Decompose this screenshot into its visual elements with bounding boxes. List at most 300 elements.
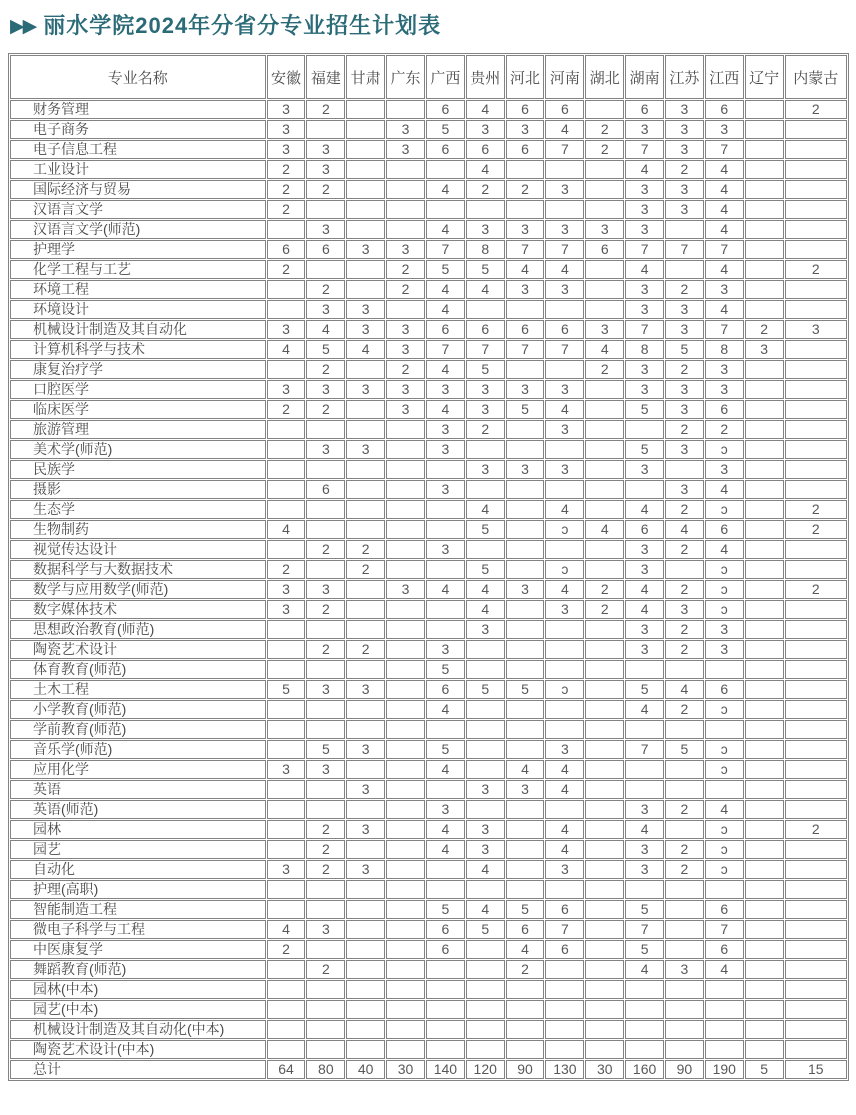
plan-value-cell	[426, 600, 465, 619]
plan-value-cell	[267, 660, 306, 679]
plan-value-cell	[745, 940, 784, 959]
plan-value-cell: 3	[346, 300, 385, 319]
plan-value-cell	[545, 980, 584, 999]
plan-value-cell	[466, 660, 505, 679]
plan-value-cell: 3	[705, 620, 744, 639]
plan-value-cell	[785, 420, 847, 439]
plan-value-cell: 3	[466, 620, 505, 639]
plan-value-cell: 2	[306, 400, 345, 419]
plan-value-cell: 3	[426, 480, 465, 499]
province-column-header: 安徽	[267, 55, 306, 99]
major-row	[10, 900, 847, 919]
plan-value-cell	[785, 1040, 847, 1059]
major-row	[10, 980, 847, 999]
plan-value-cell	[267, 500, 306, 519]
plan-value-cell	[466, 200, 505, 219]
plan-value-cell: 6	[506, 100, 545, 119]
plan-value-cell: 4	[705, 260, 744, 279]
plan-value-cell: 3	[267, 320, 306, 339]
plan-value-cell	[585, 940, 624, 959]
plan-value-cell	[267, 640, 306, 659]
plan-value-cell: ɔ	[705, 560, 744, 579]
plan-value-cell	[625, 1000, 664, 1019]
plan-value-cell	[386, 200, 425, 219]
plan-value-cell	[426, 1020, 465, 1039]
plan-value-cell	[745, 540, 784, 559]
plan-value-cell: 90	[665, 1060, 704, 1079]
plan-value-cell	[346, 160, 385, 179]
plan-value-cell: 3	[386, 400, 425, 419]
plan-value-cell: 3	[306, 160, 345, 179]
major-row	[10, 120, 847, 139]
plan-value-cell	[386, 840, 425, 859]
plan-value-cell: 4	[466, 280, 505, 299]
plan-value-cell	[306, 260, 345, 279]
plan-value-cell: 3	[466, 220, 505, 239]
plan-value-cell: 30	[386, 1060, 425, 1079]
plan-value-cell	[466, 440, 505, 459]
plan-value-cell	[745, 920, 784, 939]
plan-value-cell	[745, 860, 784, 879]
plan-value-cell	[306, 420, 345, 439]
plan-value-cell	[745, 480, 784, 499]
plan-value-cell	[466, 980, 505, 999]
major-name-cell: 数据科学与大数据技术	[10, 560, 266, 579]
plan-value-cell	[267, 300, 306, 319]
plan-value-cell	[386, 440, 425, 459]
plan-value-cell	[785, 440, 847, 459]
plan-value-cell: 5	[466, 560, 505, 579]
plan-value-cell: 3	[346, 820, 385, 839]
plan-value-cell: 3	[625, 360, 664, 379]
plan-value-cell: 3	[545, 860, 584, 879]
plan-value-cell: ɔ	[705, 740, 744, 759]
plan-value-cell	[785, 360, 847, 379]
plan-value-cell: 5	[625, 900, 664, 919]
plan-value-cell	[585, 400, 624, 419]
plan-value-cell	[386, 780, 425, 799]
plan-value-cell: 2	[785, 820, 847, 839]
plan-value-cell	[346, 940, 385, 959]
plan-value-cell: 3	[306, 580, 345, 599]
plan-value-cell: 4	[705, 540, 744, 559]
plan-value-cell: 3	[506, 580, 545, 599]
plan-value-cell	[785, 340, 847, 359]
plan-value-cell	[585, 440, 624, 459]
plan-value-cell	[306, 880, 345, 899]
plan-value-cell	[267, 900, 306, 919]
plan-value-cell	[745, 120, 784, 139]
plan-value-cell: 3	[665, 120, 704, 139]
plan-value-cell: 4	[466, 500, 505, 519]
plan-value-cell: 4	[625, 260, 664, 279]
major-row	[10, 560, 847, 579]
plan-value-cell: 5	[466, 260, 505, 279]
plan-value-cell: 3	[306, 760, 345, 779]
plan-value-cell	[346, 840, 385, 859]
plan-value-cell: 3	[466, 840, 505, 859]
plan-value-cell: 5	[665, 740, 704, 759]
plan-value-cell	[745, 520, 784, 539]
plan-value-cell	[506, 200, 545, 219]
plan-value-cell	[386, 520, 425, 539]
plan-value-cell	[426, 460, 465, 479]
plan-value-cell	[545, 620, 584, 639]
major-name-cell: 数学与应用数学(师范)	[10, 580, 266, 599]
plan-value-cell	[745, 1020, 784, 1039]
plan-value-cell	[625, 1040, 664, 1059]
plan-value-cell: 4	[545, 780, 584, 799]
plan-value-cell	[346, 960, 385, 979]
plan-value-cell	[785, 600, 847, 619]
plan-value-cell	[585, 780, 624, 799]
plan-value-cell: 3	[506, 120, 545, 139]
plan-value-cell	[306, 500, 345, 519]
plan-value-cell: 3	[545, 460, 584, 479]
plan-value-cell	[506, 640, 545, 659]
plan-value-cell	[466, 1020, 505, 1039]
plan-value-cell: 2	[665, 280, 704, 299]
plan-value-cell: 4	[545, 840, 584, 859]
province-column-header: 内蒙古	[785, 55, 847, 99]
plan-value-cell: 5	[665, 340, 704, 359]
plan-value-cell	[585, 820, 624, 839]
major-name-cell: 工业设计	[10, 160, 266, 179]
plan-value-cell	[267, 620, 306, 639]
plan-value-cell	[745, 880, 784, 899]
plan-value-cell: 5	[426, 120, 465, 139]
plan-value-cell	[267, 800, 306, 819]
plan-value-cell: 2	[306, 100, 345, 119]
plan-value-cell: 64	[267, 1060, 306, 1079]
plan-value-cell	[745, 400, 784, 419]
plan-value-cell	[745, 220, 784, 239]
plan-value-cell: 3	[306, 140, 345, 159]
plan-value-cell: 4	[705, 160, 744, 179]
major-name-cell: 摄影	[10, 480, 266, 499]
plan-value-cell: 40	[346, 1060, 385, 1079]
plan-value-cell	[665, 1020, 704, 1039]
plan-value-cell: 3	[665, 440, 704, 459]
plan-value-cell: 3	[506, 780, 545, 799]
plan-value-cell	[625, 980, 664, 999]
plan-value-cell: 2	[785, 500, 847, 519]
plan-value-cell: 3	[665, 380, 704, 399]
plan-value-cell: 3	[267, 140, 306, 159]
plan-value-cell	[585, 980, 624, 999]
plan-value-cell	[386, 820, 425, 839]
plan-value-cell	[426, 720, 465, 739]
plan-value-cell	[745, 620, 784, 639]
plan-value-cell	[426, 980, 465, 999]
plan-value-cell	[506, 1040, 545, 1059]
province-column-header: 江苏	[665, 55, 704, 99]
plan-value-cell: 3	[386, 120, 425, 139]
plan-value-cell	[426, 560, 465, 579]
header-row	[10, 55, 847, 99]
plan-value-cell: 3	[386, 320, 425, 339]
plan-value-cell	[506, 720, 545, 739]
major-name-cell: 自动化	[10, 860, 266, 879]
plan-value-cell: 6	[426, 140, 465, 159]
plan-value-cell	[386, 800, 425, 819]
plan-value-cell	[745, 660, 784, 679]
page-title-text: 丽水学院2024年分省分专业招生计划表	[43, 13, 442, 38]
plan-value-cell: 4	[625, 500, 664, 519]
plan-value-cell: 5	[466, 680, 505, 699]
plan-value-cell	[585, 920, 624, 939]
plan-value-cell: 4	[545, 120, 584, 139]
plan-value-cell	[267, 780, 306, 799]
plan-value-cell	[745, 720, 784, 739]
plan-value-cell: 3	[625, 540, 664, 559]
plan-value-cell	[785, 880, 847, 899]
major-row	[10, 500, 847, 519]
major-name-cell: 生态学	[10, 500, 266, 519]
plan-value-cell: 6	[267, 240, 306, 259]
page-title	[10, 9, 856, 40]
plan-value-cell	[267, 420, 306, 439]
major-row	[10, 200, 847, 219]
major-name-cell: 电子信息工程	[10, 140, 266, 159]
plan-value-cell: 4	[705, 800, 744, 819]
plan-value-cell: 3	[346, 440, 385, 459]
plan-value-cell	[506, 480, 545, 499]
plan-value-cell	[585, 760, 624, 779]
plan-value-cell: 2	[267, 260, 306, 279]
plan-value-cell: 4	[625, 600, 664, 619]
plan-value-cell	[506, 700, 545, 719]
plan-value-cell: 6	[426, 920, 465, 939]
plan-value-cell: 2	[386, 260, 425, 279]
plan-value-cell	[426, 520, 465, 539]
major-row	[10, 180, 847, 199]
plan-value-cell: 2	[346, 540, 385, 559]
major-row	[10, 220, 847, 239]
plan-value-cell	[745, 440, 784, 459]
plan-value-cell: 3	[585, 320, 624, 339]
plan-value-cell	[745, 700, 784, 719]
plan-value-cell: 4	[506, 260, 545, 279]
major-row	[10, 700, 847, 719]
plan-value-cell: 2	[785, 260, 847, 279]
plan-value-cell	[306, 1040, 345, 1059]
plan-value-cell	[426, 160, 465, 179]
plan-value-cell	[585, 720, 624, 739]
plan-value-cell	[426, 1040, 465, 1059]
plan-value-cell	[545, 360, 584, 379]
major-row	[10, 820, 847, 839]
plan-value-cell	[585, 740, 624, 759]
plan-value-cell: 2	[585, 140, 624, 159]
plan-value-cell	[306, 660, 345, 679]
plan-value-cell	[585, 160, 624, 179]
plan-value-cell: 3	[386, 380, 425, 399]
plan-value-cell	[785, 660, 847, 679]
plan-value-cell	[665, 460, 704, 479]
major-row	[10, 960, 847, 979]
major-row	[10, 360, 847, 379]
plan-value-cell: 2	[785, 100, 847, 119]
plan-value-cell: 3	[665, 320, 704, 339]
plan-value-cell	[785, 760, 847, 779]
plan-value-cell	[346, 180, 385, 199]
plan-value-cell	[665, 940, 704, 959]
plan-value-cell	[785, 740, 847, 759]
plan-value-cell	[785, 220, 847, 239]
plan-value-cell: 2	[267, 180, 306, 199]
plan-value-cell: 5	[745, 1060, 784, 1079]
plan-value-cell: 3	[665, 140, 704, 159]
plan-value-cell	[785, 940, 847, 959]
plan-value-cell: 3	[306, 380, 345, 399]
plan-value-cell	[466, 760, 505, 779]
plan-value-cell: 2	[267, 400, 306, 419]
plan-value-cell: 4	[705, 200, 744, 219]
plan-value-cell: 3	[545, 380, 584, 399]
plan-value-cell	[267, 1000, 306, 1019]
plan-value-cell: 3	[267, 860, 306, 879]
plan-value-cell: 3	[705, 380, 744, 399]
plan-value-cell: 7	[506, 340, 545, 359]
title-arrows-icon: ▶▶	[10, 16, 36, 37]
plan-value-cell	[386, 300, 425, 319]
plan-value-cell	[346, 500, 385, 519]
plan-value-cell	[545, 540, 584, 559]
plan-value-cell	[585, 840, 624, 859]
plan-value-cell: 4	[426, 360, 465, 379]
major-row	[10, 460, 847, 479]
plan-value-cell	[346, 460, 385, 479]
plan-value-cell: 4	[545, 400, 584, 419]
plan-value-cell	[625, 780, 664, 799]
plan-value-cell	[545, 300, 584, 319]
plan-value-cell	[267, 280, 306, 299]
plan-value-cell: 2	[346, 640, 385, 659]
major-name-cell: 思想政治教育(师范)	[10, 620, 266, 639]
plan-value-cell	[785, 400, 847, 419]
plan-value-cell	[426, 880, 465, 899]
plan-value-cell	[386, 160, 425, 179]
plan-value-cell	[705, 1020, 744, 1039]
plan-value-cell	[545, 720, 584, 739]
plan-value-cell: 3	[386, 340, 425, 359]
plan-value-cell: 3	[386, 140, 425, 159]
plan-value-cell: 2	[665, 840, 704, 859]
plan-value-cell	[426, 780, 465, 799]
plan-value-cell	[705, 660, 744, 679]
plan-value-cell: ɔ	[705, 760, 744, 779]
plan-value-cell: 8	[466, 240, 505, 259]
plan-value-cell: 3	[545, 180, 584, 199]
major-column-header: 专业名称	[10, 55, 266, 99]
plan-value-cell	[745, 180, 784, 199]
plan-value-cell	[625, 1020, 664, 1039]
plan-value-cell	[386, 1020, 425, 1039]
plan-value-cell: 4	[665, 680, 704, 699]
plan-value-cell	[665, 920, 704, 939]
plan-value-cell	[386, 620, 425, 639]
province-column-header: 江西	[705, 55, 744, 99]
plan-value-cell: 2	[306, 280, 345, 299]
plan-value-cell	[585, 1040, 624, 1059]
plan-value-cell: 5	[506, 900, 545, 919]
plan-value-cell: 3	[545, 420, 584, 439]
plan-value-cell	[745, 680, 784, 699]
plan-value-cell: 4	[625, 160, 664, 179]
plan-value-cell	[346, 900, 385, 919]
major-row	[10, 420, 847, 439]
plan-value-cell: 3	[665, 480, 704, 499]
plan-value-cell	[306, 1020, 345, 1039]
major-name-cell: 园艺	[10, 840, 266, 859]
plan-value-cell	[665, 220, 704, 239]
plan-value-cell: 90	[506, 1060, 545, 1079]
plan-value-cell	[506, 800, 545, 819]
plan-value-cell	[585, 280, 624, 299]
major-name-cell: 口腔医学	[10, 380, 266, 399]
plan-value-cell	[267, 440, 306, 459]
plan-value-cell: 6	[426, 940, 465, 959]
plan-value-cell	[306, 700, 345, 719]
plan-value-cell: 6	[306, 240, 345, 259]
plan-value-cell	[785, 140, 847, 159]
plan-value-cell: 2	[306, 600, 345, 619]
province-column-header: 甘肃	[346, 55, 385, 99]
plan-value-cell	[306, 940, 345, 959]
plan-value-cell: 4	[466, 160, 505, 179]
plan-value-cell	[545, 440, 584, 459]
province-column-header: 广东	[386, 55, 425, 99]
plan-value-cell	[785, 900, 847, 919]
plan-value-cell	[346, 200, 385, 219]
major-row	[10, 240, 847, 259]
major-row	[10, 660, 847, 679]
major-row	[10, 140, 847, 159]
plan-value-cell: 5	[625, 440, 664, 459]
major-name-cell: 环境设计	[10, 300, 266, 319]
plan-value-cell	[745, 900, 784, 919]
plan-value-cell	[585, 200, 624, 219]
plan-value-cell: ɔ	[705, 820, 744, 839]
plan-value-cell	[625, 660, 664, 679]
province-column-header: 湖南	[625, 55, 664, 99]
plan-value-cell: 2	[306, 960, 345, 979]
plan-value-cell	[745, 980, 784, 999]
plan-value-cell: 2	[585, 120, 624, 139]
plan-value-cell: 2	[665, 540, 704, 559]
major-name-cell: 应用化学	[10, 760, 266, 779]
plan-value-cell	[745, 1000, 784, 1019]
plan-value-cell	[506, 980, 545, 999]
plan-value-cell: 6	[426, 100, 465, 119]
plan-value-cell	[466, 640, 505, 659]
major-row	[10, 160, 847, 179]
plan-value-cell: 3	[426, 440, 465, 459]
major-row	[10, 1040, 847, 1059]
plan-value-cell: 7	[545, 140, 584, 159]
plan-value-cell: 5	[506, 680, 545, 699]
plan-value-cell: 140	[426, 1060, 465, 1079]
plan-value-cell: 3	[705, 460, 744, 479]
plan-value-cell	[745, 640, 784, 659]
plan-value-cell	[585, 480, 624, 499]
plan-value-cell: 4	[705, 480, 744, 499]
major-row	[10, 720, 847, 739]
plan-value-cell	[386, 600, 425, 619]
plan-value-cell: 3	[346, 320, 385, 339]
plan-value-cell	[745, 260, 784, 279]
